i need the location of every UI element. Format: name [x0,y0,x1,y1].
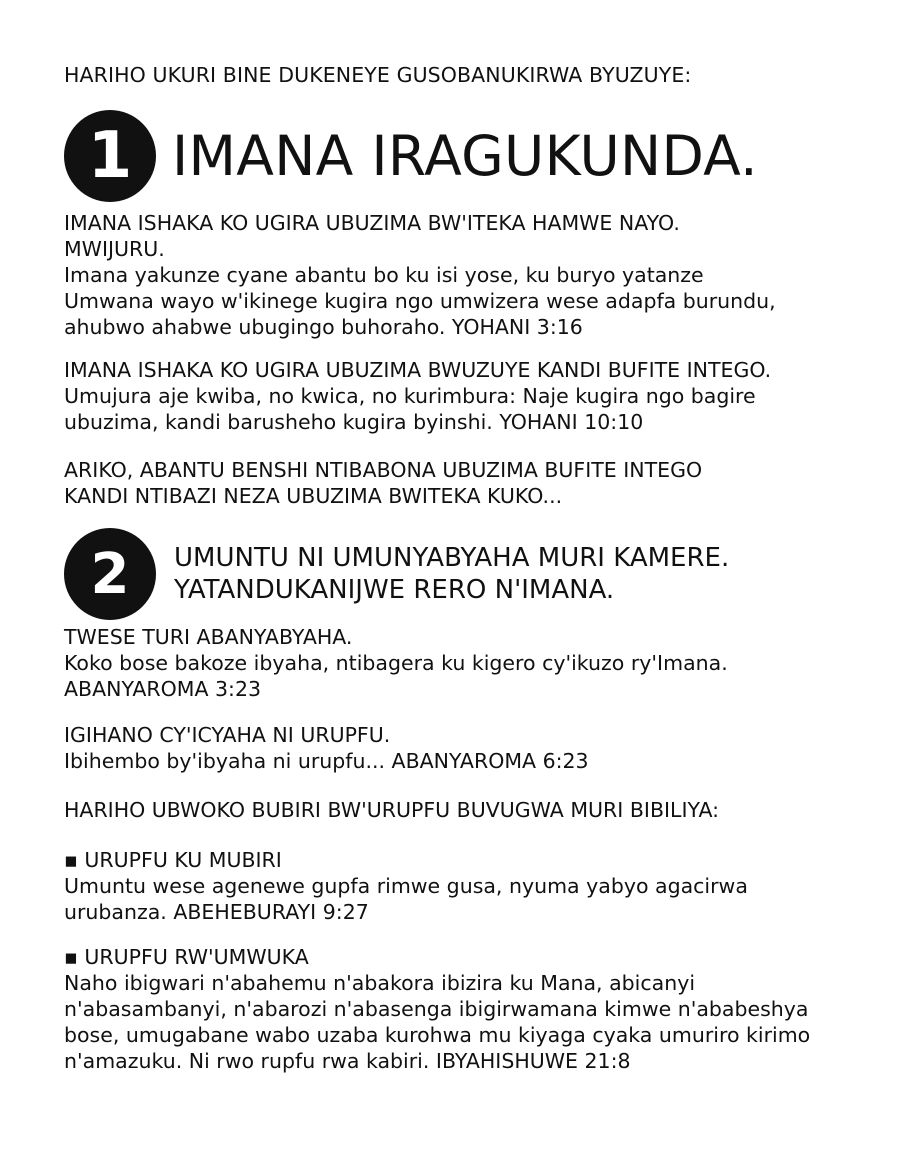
text-line: KANDI NTIBAZI NEZA UBUZIMA BWITEKA KUKO... [64,484,563,508]
text-line: Umwana wayo w'ikinege kugira ngo umwizera wese adapfa burundu, [64,289,776,313]
point-1-header [64,110,758,202]
point-1-paragraph-transition [64,457,702,509]
text-line: ▪ URUPFU RW'UMWUKA [64,945,309,969]
text-line: MWIJURU. [64,237,165,261]
text-line: ▪ URUPFU KU MUBIRI [64,848,282,872]
point-2-heading [174,542,729,606]
text-line: Ibihembo by'ibyaha ni urupfu... ABANYAROMA 6:23 [64,749,589,773]
text-line: Umujura aje kwiba, no kwica, no kurimbura: Naje kugira ngo bagire [64,384,756,408]
text-line: Naho ibigwari n'abahemu n'abakora ibizira ku Mana, abicanyi [64,971,696,995]
point-1-paragraph-eternal-life [64,210,776,340]
heading-line: YATANDUKANIJWE RERO N'IMANA. [174,575,615,605]
text-line: IGIHANO CY'ICYAHA NI URUPFU. [64,723,391,747]
text-line: urubanza. ABEHEBURAYI 9:27 [64,900,369,924]
text-line: bose, umugabane wabo uzaba kurohwa mu kiyaga cyaka umuriro kirimo [64,1023,811,1047]
point-2-paragraph-penalty [64,722,589,774]
text-line: IMANA ISHAKA KO UGIRA UBUZIMA BW'ITEKA HAMWE NAYO. [64,211,680,235]
point-2-paragraph-two-deaths [64,797,719,823]
text-line: Koko bose bakoze ibyaha, ntibagera ku kigero cy'ikuzo ry'Imana. [64,651,728,675]
text-line: IMANA ISHAKA KO UGIRA UBUZIMA BWUZUYE KANDI BUFITE INTEGO. [64,358,772,382]
text-line: Umuntu wese agenewe gupfa rimwe gusa, nyuma yabyo agacirwa [64,874,748,898]
text-line: TWESE TURI ABANYABYAHA. [64,625,353,649]
text-line: n'abasambanyi, n'abarozi n'abasenga ibigirwamana kimwe n'ababeshya [64,997,809,1021]
point-1-paragraph-purpose [64,357,771,435]
point-1-number-badge: 1 [64,110,156,202]
point-2-number-badge: 2 [64,528,156,620]
point-2-header [64,528,729,620]
text-line: ARIKO, ABANTU BENSHI NTIBABONA UBUZIMA BUFITE INTEGO [64,458,703,482]
text-line: Imana yakunze cyane abantu bo ku isi yose, ku buryo yatanze [64,263,704,287]
point-2-bullet-physical-death [64,847,748,925]
heading-line: UMUNTU NI UMUNYABYAHA MURI KAMERE. [174,543,730,573]
text-line: ABANYAROMA 3:23 [64,677,262,701]
text-line: ahubwo ahabwe ubugingo buhoraho. YOHANI 3:16 [64,315,583,339]
point-2-paragraph-sinners [64,624,728,702]
point-1-heading: IMANA IRAGUKUNDA. [172,124,758,188]
text-line: n'amazuku. Ni rwo rupfu rwa kabiri. IBYAHISHUWE 21:8 [64,1049,631,1073]
text-line: HARIHO UBWOKO BUBIRI BW'URUPFU BUVUGWA MURI BIBILIYA: [64,798,720,822]
text-line: ubuzima, kandi barusheho kugira byinshi. YOHANI 10:10 [64,410,644,434]
intro-heading: HARIHO UKURI BINE DUKENEYE GUSOBANUKIRWA BYUZUYE: [64,63,692,87]
point-2-bullet-spiritual-death [64,944,810,1074]
